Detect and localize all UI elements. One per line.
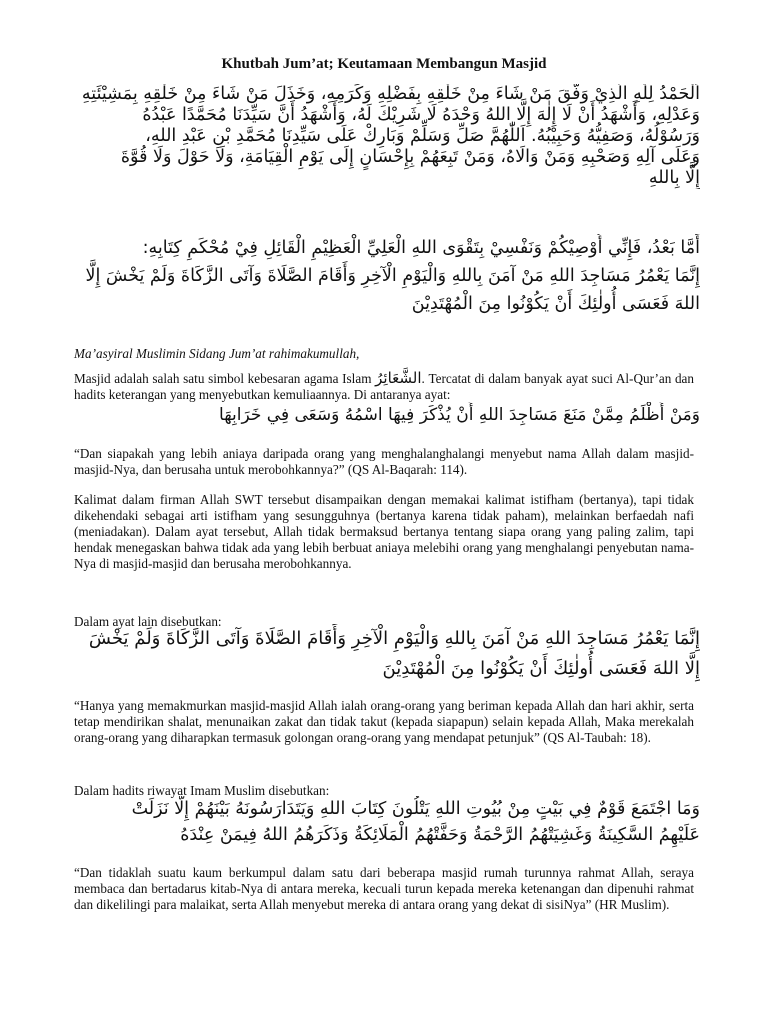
verse-1-arabic: وَمَنْ أَظْلَمُ مِمَّنْ مَنَعَ مَسَاجِدَ اللهِ أَنْ يُذْكَرَ فِيهَا اسْمُهُ وَسَعَى فِي خَرَابِهَا: [219, 405, 700, 425]
arabic-line: أَمَّا بَعْدُ، فَإِنِّي أُوْصِيْكُمْ وَنَفْسِيْ بِتَقْوَى اللهِ الْعَلِيِّ الْعَظِيْمِ الْقَائِلِ فِيْ مُحْكَمِ كِتَابِهِ:: [142, 238, 700, 258]
arabic-line: وَعَلَى آلِهِ وَصَحْبِهِ وَمَنْ وَالَاهُ، وَمَنْ تَبِعَهُمْ بِإِحْسَانٍ إِلَى يَوْمِ الْقِيَامَةِ، وَلَا حَوْلَ وَلَا قُوَّةَ: [120, 147, 700, 167]
verse-2-arabic: [70, 624, 700, 684]
arabic-line: إِنَّمَا يَعْمُرُ مَسَاجِدَ اللهِ مَنْ آمَنَ بِاللهِ وَالْيَوْمِ الْآخِرِ وَأَقَامَ الصَّلَاةَ وَآتَى الزَّكَاةَ وَلَمْ يَخْشَ إِلَّا: [85, 266, 700, 286]
hadith-translation: “Dan tidaklah suatu kaum berkumpul dalam satu dari beberapa masjid rumah turunnya rahmat Allah, seraya membaca dan bertadarus kitab-Nya di antara mereka, kecuali turun kepada mereka ketenangan dan dipenuhi rahmat dan dikelilingi para malaikat, serta Allah menyebut mereka di antara orang yang dekat di sisiNya” (HR Muslim).: [74, 865, 694, 912]
arabic-line: وَمَا اجْتَمَعَ قَوْمٌ فِي بَيْتٍ مِنْ بُيُوتِ اللهِ يَتْلُونَ كِتَابَ اللهِ وَيَتَدَارَسُونَهُ بَيْنَهُمْ إِلَّا نَزَلَتْ: [131, 799, 700, 819]
paragraph-explanation: Kalimat dalam firman Allah SWT tersebut disampaikan dengan memakai kalimat istifham (bertanya), tapi tidak dikehendaki sebagai arti istifham yang sesungguhnya (bertanya karena tidak paham), melainkan berfaedah nafi (meniadakan). Dalam ayat tersebut, Allah tidak bermaksud bertanya tentang siapa orang yang paling zalim, tapi hendak menegaskan bahwa tidak ada yang lebih berbuat aniaya melebihi orang yang menghalangi penyebutan nama-Nya di masjid-masjid dan berusaha merobohkannya.: [74, 492, 694, 571]
para1-after: . Tercatat di dalam banyak ayat suci Al-Qur’an dan hadits keterangan yang menyebutkan kemuliaannya. Di antaranya ayat:: [74, 371, 695, 402]
page-title: Khutbah Jum’at; Keutamaan Membangun Masjid: [221, 56, 547, 72]
amma-badu-arabic: [70, 234, 700, 318]
intro-hadits: Dalam hadits riwayat Imam Muslim disebutkan:: [74, 783, 330, 798]
arabic-line: إِلَّا اللهَ فَعَسَى أُولٰئِكَ أَنْ يَكُوْنُوا مِنَ الْمُهْتَدِيْنَ: [382, 658, 700, 679]
greeting: Ma’asyiral Muslimin Sidang Jum’at rahimakumullah,: [74, 346, 360, 361]
opening-arabic: [70, 84, 700, 189]
arabic-term: الشَّعَائِرُ: [375, 369, 422, 387]
arabic-line: عَلَيْهِمُ السَّكِينَةُ وَغَشِيَتْهُمُ الرَّحْمَةُ وَحَفَّتْهُمُ الْمَلَائِكَةُ وَذَكَرَهُمُ اللهُ فِيمَنْ عِنْدَهُ: [180, 825, 700, 845]
paragraph-intro: [74, 370, 694, 403]
hadith-arabic: [70, 796, 700, 848]
verse-2-translation: “Hanya yang memakmurkan masjid-masjid Allah ialah orang-orang yang beriman kepada Allah dan hari akhir, serta tetap mendirikan shalat, menunaikan zakat dan tidak takut (kepada siapapun) selain kepada Allah, Maka merekalah orang-orang yang diharapkan termasuk golongan orang-orang yang mendapat petunjuk” (QS Al-Taubah: 18).: [74, 698, 694, 745]
verse-1-translation: “Dan siapakah yang lebih aniaya daripada orang yang menghalanghalangi menyebut nama Allah dalam masjid-masjid-Nya, dan berusaha untuk merobohkannya?” (QS Al-Baqarah: 114).: [74, 446, 694, 477]
arabic-line: وَعَدْلِهِ، وَأَشْهَدُ أَنْ لَا إِلٰهَ إِلَّا اللهُ وَحْدَهُ لَا شَرِيْكَ لَهُ، وَأَشْهَدُ أَنَّ سَيِّدَنَا مُحَمَّدًا عَبْدُهُ: [142, 105, 700, 125]
arabic-line: اللهَ فَعَسَى أُولٰئِكَ أَنْ يَكُوْنُوا مِنَ الْمُهْتَدِيْنَ: [411, 294, 700, 314]
arabic-line: وَرَسُوْلُهُ، وَصَفِيُّهُ وَحَبِيْبُهُ. اَللّٰهُمَّ صَلِّ وَسَلِّمْ وَبَارِكْ عَلَى سَيِّدِنَا مُحَمَّدِ بْنِ عَبْدِ اللهِ،: [145, 126, 700, 146]
arabic-line: إِلَّا بِاللهِ: [648, 168, 700, 188]
para1-before: Masjid adalah salah satu simbol kebesaran agama Islam: [74, 371, 372, 386]
arabic-line: إِنَّمَا يَعْمُرُ مَسَاجِدَ اللهِ مَنْ آمَنَ بِاللهِ وَالْيَوْمِ الْآخِرِ وَأَقَامَ الصَّلَاةَ وَآتَى الزَّكَاةَ وَلَمْ يَخْشَ: [88, 628, 700, 649]
intro-ayat-lain: Dalam ayat lain disebutkan:: [74, 614, 222, 629]
arabic-line: اَلْحَمْدُ لِلّٰهِ الَّذِيْ وَفَّقَ مَنْ شَاءَ مِنْ خَلْقِهِ بِفَضْلِهِ وَكَرَمِهِ، وَخَذَلَ مَنْ شَاءَ مِنْ خَلْقِهِ بِمَشِيْئَتِهِ: [81, 84, 700, 104]
